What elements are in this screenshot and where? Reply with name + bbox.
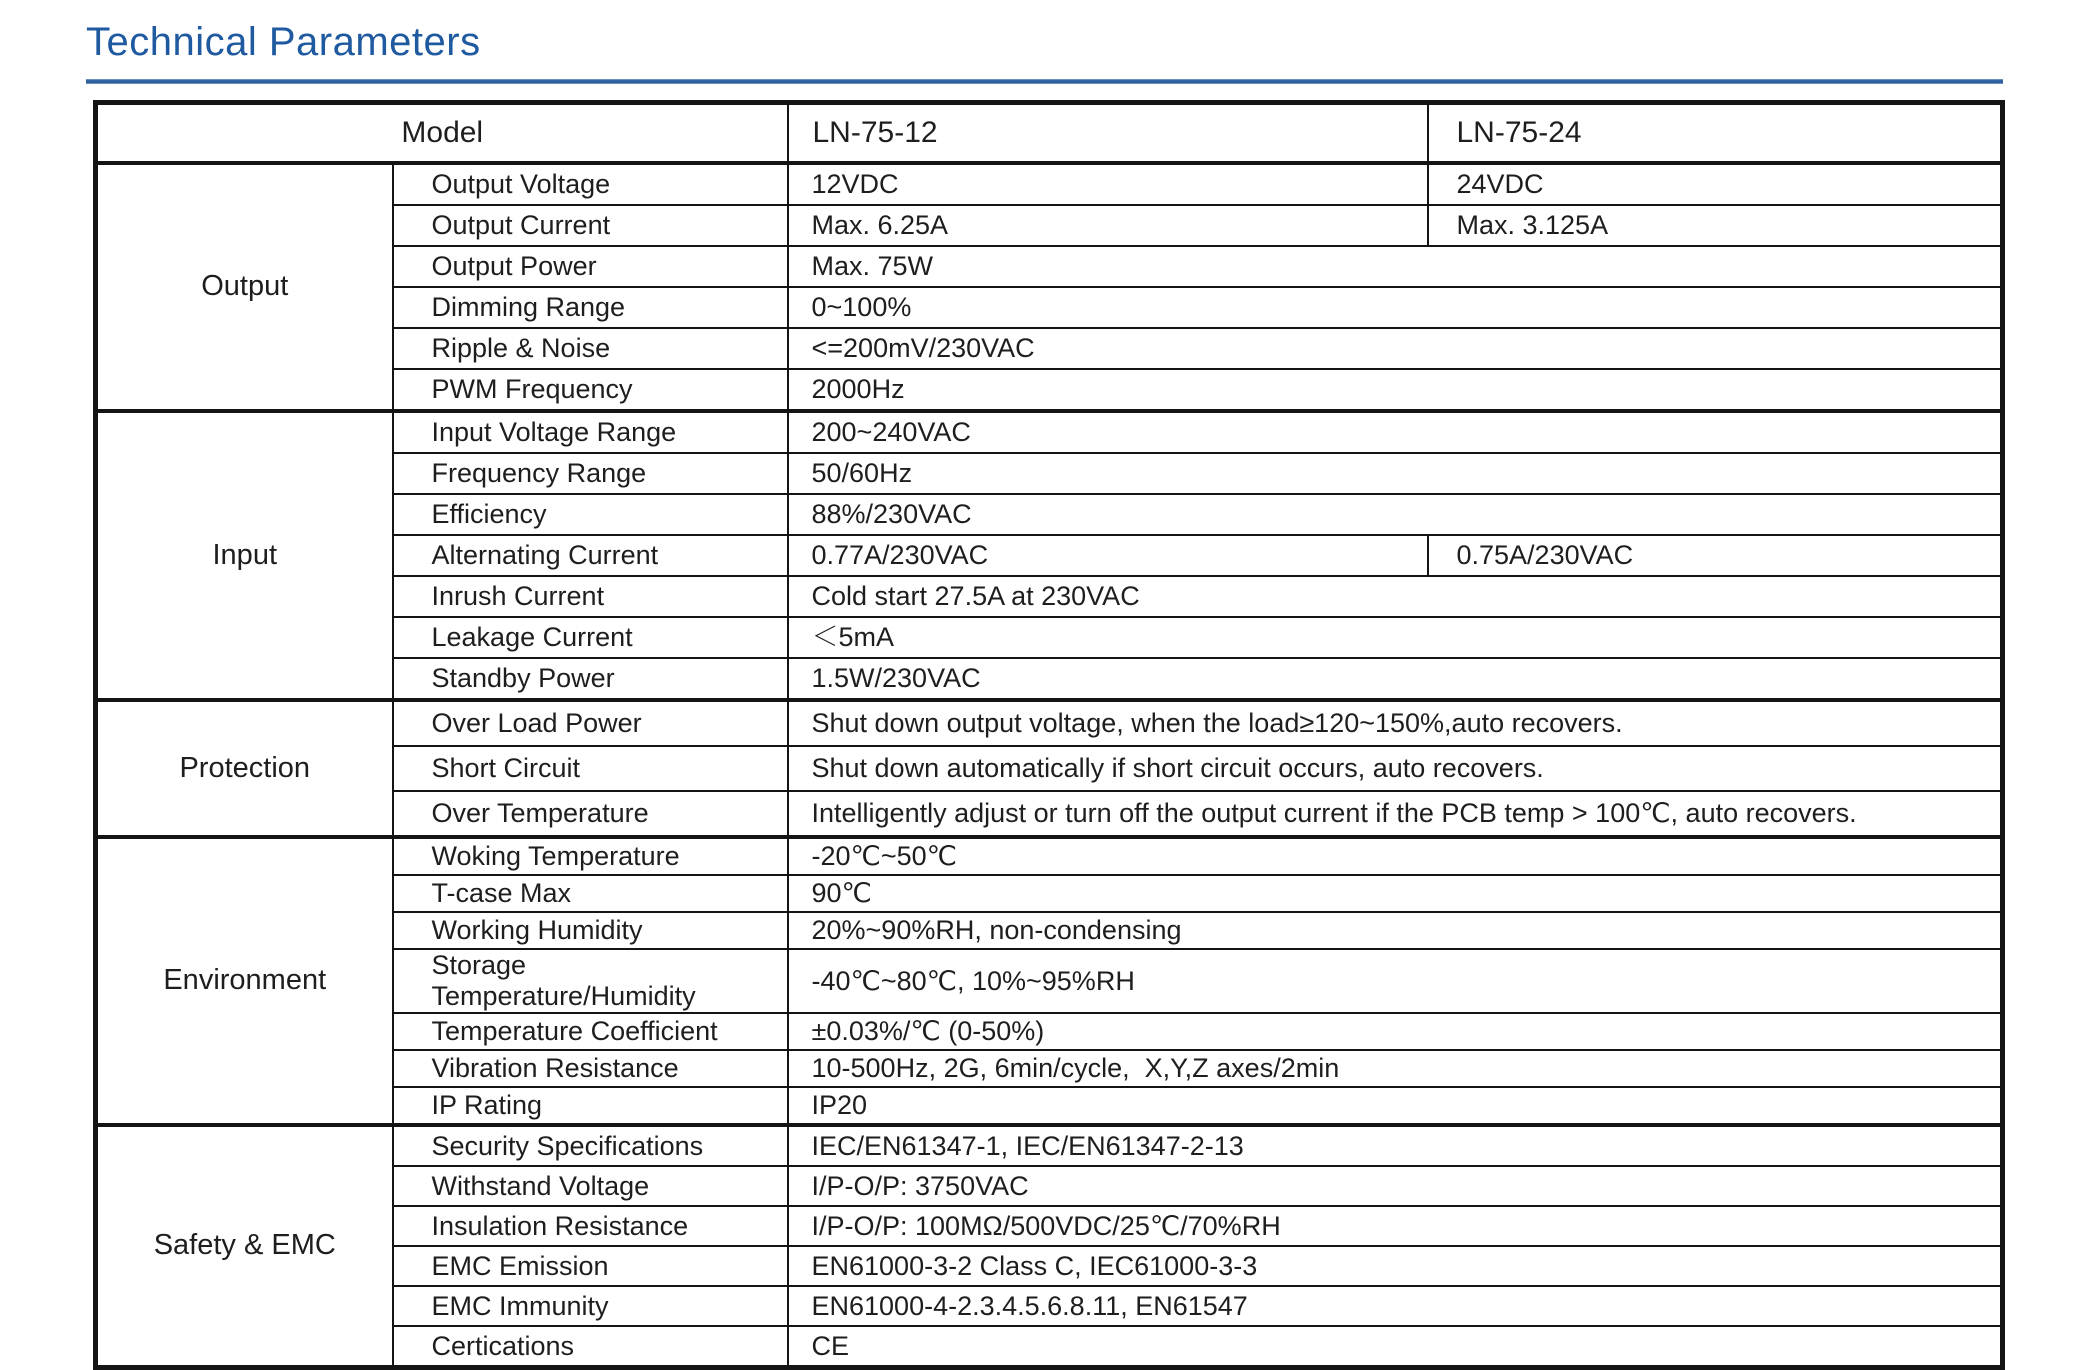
parameter-name-cell: IP Rating	[393, 1087, 788, 1125]
category-cell: Output	[96, 163, 393, 411]
parameter-name-cell: PWM Frequency	[393, 369, 788, 411]
table-row	[96, 837, 2003, 875]
value-cell-ln-75-24: 24VDC	[1428, 163, 2003, 205]
parameter-name-cell: Certications	[393, 1326, 788, 1368]
model-column-ln-75-12: LN-75-12	[788, 103, 1428, 164]
parameter-name-cell: Inrush Current	[393, 576, 788, 617]
technical-parameters-table	[93, 100, 2005, 1370]
table-row	[96, 700, 2003, 746]
value-cell-both-models: 10-500Hz, 2G, 6min/cycle, X,Y,Z axes/2min	[788, 1050, 2003, 1087]
parameter-name-cell: Insulation Resistance	[393, 1206, 788, 1246]
table-row	[96, 1125, 2003, 1166]
parameter-name-cell: Over Temperature	[393, 791, 788, 837]
table-row	[96, 411, 2003, 453]
parameter-name-cell: Temperature Coefficient	[393, 1013, 788, 1050]
table-row	[96, 163, 2003, 205]
parameter-name-cell: Leakage Current	[393, 617, 788, 658]
parameter-name-cell: Storage Temperature/Humidity	[393, 949, 788, 1013]
value-cell-both-models: EN61000-4-2.3.4.5.6.8.11, EN61547	[788, 1286, 2003, 1326]
value-cell-both-models: 1.5W/230VAC	[788, 658, 2003, 700]
category-cell: Environment	[96, 837, 393, 1125]
value-cell-both-models: ＜5mA	[788, 617, 2003, 658]
value-cell-ln-75-12: 0.77A/230VAC	[788, 535, 1428, 576]
value-cell-both-models: IP20	[788, 1087, 2003, 1125]
value-cell-both-models: 20%~90%RH, non-condensing	[788, 912, 2003, 949]
value-cell-both-models: I/P-O/P: 100MΩ/500VDC/25℃/70%RH	[788, 1206, 2003, 1246]
value-cell-both-models: Intelligently adjust or turn off the output current if the PCB temp > 100℃, auto recovers.	[788, 791, 2003, 837]
parameter-name-cell: T-case Max	[393, 875, 788, 912]
title-underline-rule	[86, 79, 2003, 84]
model-column-ln-75-24: LN-75-24	[1428, 103, 2003, 164]
table-header-row	[96, 103, 2003, 164]
category-cell: Safety & EMC	[96, 1125, 393, 1368]
value-cell-both-models: 2000Hz	[788, 369, 2003, 411]
value-cell-both-models: CE	[788, 1326, 2003, 1368]
parameter-name-cell: Dimming Range	[393, 287, 788, 328]
parameter-name-cell: Efficiency	[393, 494, 788, 535]
parameter-name-cell: Vibration Resistance	[393, 1050, 788, 1087]
parameter-name-cell: Over Load Power	[393, 700, 788, 746]
table-body	[96, 163, 2003, 1368]
value-cell-both-models: ±0.03%/℃ (0-50%)	[788, 1013, 2003, 1050]
value-cell-both-models: 88%/230VAC	[788, 494, 2003, 535]
parameter-name-cell: Security Specifications	[393, 1125, 788, 1166]
parameter-name-cell: EMC Emission	[393, 1246, 788, 1286]
parameter-name-cell: Output Voltage	[393, 163, 788, 205]
value-cell-ln-75-24: 0.75A/230VAC	[1428, 535, 2003, 576]
value-cell-both-models: I/P-O/P: 3750VAC	[788, 1166, 2003, 1206]
parameter-name-cell: Output Current	[393, 205, 788, 246]
category-cell: Input	[96, 411, 393, 700]
value-cell-both-models: -20℃~50℃	[788, 837, 2003, 875]
value-cell-both-models: Cold start 27.5A at 230VAC	[788, 576, 2003, 617]
value-cell-both-models: EN61000-3-2 Class C, IEC61000-3-3	[788, 1246, 2003, 1286]
value-cell-both-models: Max. 75W	[788, 246, 2003, 287]
value-cell-both-models: IEC/EN61347-1, IEC/EN61347-2-13	[788, 1125, 2003, 1166]
page-title: Technical Parameters	[86, 20, 481, 64]
value-cell-both-models: Shut down automatically if short circuit occurs, auto recovers.	[788, 746, 2003, 791]
parameter-name-cell: Alternating Current	[393, 535, 788, 576]
value-cell-ln-75-12: 12VDC	[788, 163, 1428, 205]
parameter-name-cell: EMC Immunity	[393, 1286, 788, 1326]
parameter-name-cell: Frequency Range	[393, 453, 788, 494]
parameter-name-cell: Input Voltage Range	[393, 411, 788, 453]
value-cell-ln-75-24: Max. 3.125A	[1428, 205, 2003, 246]
parameter-name-cell: Output Power	[393, 246, 788, 287]
value-cell-both-models: 200~240VAC	[788, 411, 2003, 453]
value-cell-both-models: 90℃	[788, 875, 2003, 912]
parameter-name-cell: Woking Temperature	[393, 837, 788, 875]
model-header-cell: Model	[96, 103, 788, 164]
value-cell-ln-75-12: Max. 6.25A	[788, 205, 1428, 246]
value-cell-both-models: Shut down output voltage, when the load≥120~150%,auto recovers.	[788, 700, 2003, 746]
parameter-name-cell: Short Circuit	[393, 746, 788, 791]
value-cell-both-models: <=200mV/230VAC	[788, 328, 2003, 369]
parameter-name-cell: Working Humidity	[393, 912, 788, 949]
parameter-name-cell: Ripple & Noise	[393, 328, 788, 369]
category-cell: Protection	[96, 700, 393, 837]
parameter-name-cell: Withstand Voltage	[393, 1166, 788, 1206]
parameter-name-cell: Standby Power	[393, 658, 788, 700]
value-cell-both-models: 50/60Hz	[788, 453, 2003, 494]
value-cell-both-models: -40℃~80℃, 10%~95%RH	[788, 949, 2003, 1013]
value-cell-both-models: 0~100%	[788, 287, 2003, 328]
